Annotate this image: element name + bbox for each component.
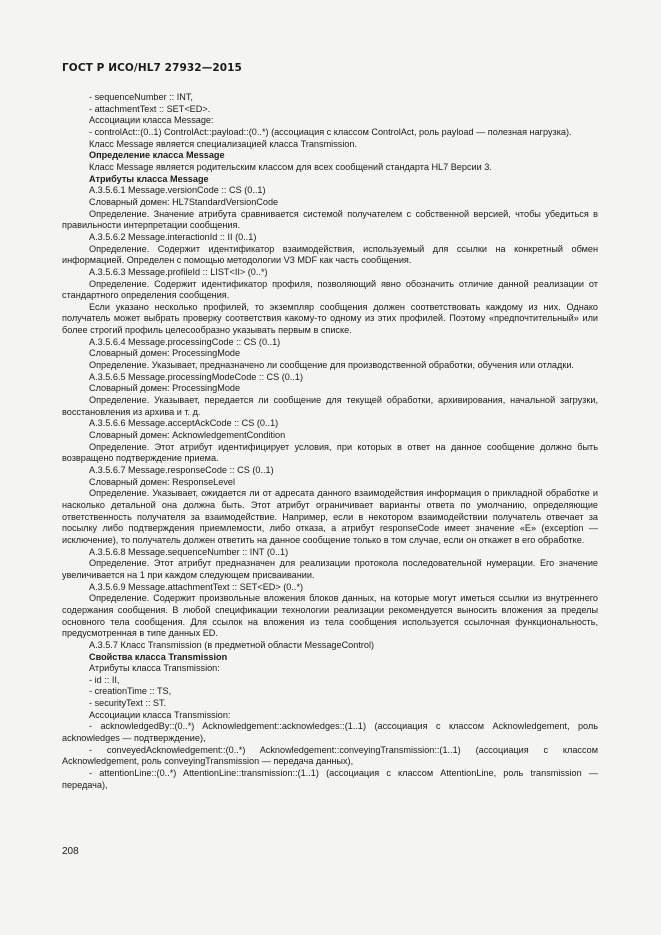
- paragraph: Словарный домен: HL7StandardVersionCode: [89, 196, 279, 207]
- list-item: - id :: II,: [89, 674, 120, 685]
- paragraph: Если указано несколько профилей, то экземпляр сообщения должен соответствовать каждому из них. Однако получатель может выбрать проверку соответствия какому-то одному из этих профилей. Поэтому «предпочтительный» или более строгий профиль целесообразно указывать первым в списке.: [62, 301, 598, 336]
- document-body: [62, 92, 598, 791]
- paragraph: Словарный домен: ProcessingMode: [89, 383, 241, 394]
- paragraph: Ассоциации класса Message:: [89, 115, 214, 126]
- section-heading: Свойства класса Transmission: [89, 651, 228, 662]
- clause-heading: A.3.5.6.9 Message.attachmentText :: SET<ED> (0..*): [89, 581, 304, 592]
- clause-heading: A.3.5.6.4 Message.processingCode :: CS (0..1): [89, 336, 281, 347]
- list-item: - acknowledgedBy::(0..*) Acknowledgement::acknowledges::(1..1) (ассоциация с классом Acknowledgement, роль acknowledges — подтверждение),: [62, 721, 598, 744]
- paragraph: Определение. Содержит идентификатор профиля, позволяющий явно обозначить отличие данной реализации от стандартного определения сообщения.: [62, 278, 598, 301]
- list-item: - sequenceNumber :: INT,: [89, 92, 193, 102]
- clause-heading: A.3.5.6.7 Message.responseCode :: CS (0..1): [89, 465, 274, 475]
- paragraph: Определение. Этот атрибут идентифицирует условия, при которых в ответ на данное сообщение должно быть возвращено подтверждение приема.: [62, 441, 598, 464]
- list-item: - attachmentText :: SET<ED>.: [89, 103, 211, 114]
- clause-heading: A.3.5.6.5 Message.processingModeCode :: CS (0..1): [89, 371, 304, 382]
- paragraph: Определение. Значение атрибута сравнивается системой получателем с собственной версией, чтобы убедиться в правильности интерпретации сообщения.: [62, 208, 598, 231]
- paragraph: Определение. Указывает, ожидается ли от адресата данного взаимодействия информация о прикладной обработке и насколько детальной она должна быть. Этот атрибут ограничивает варианты ответа по умолчанию, определяющие ответственность получателя за взаимодействие. Например, если в некотором взаимодействии получатель отвечает за посылку либо подтверждения приемлемости, либо отказа, а атрибут responseCode имеет значение «E» (exception — исключение), то получатель должен ответить на данное сообщение только в том случае, если он откажет в его обработке.: [62, 488, 598, 545]
- clause-heading: A.3.5.6.1 Message.versionCode :: CS (0..1): [89, 185, 266, 196]
- list-item: - securityText :: ST.: [89, 698, 167, 709]
- list-item: - creationTime :: TS,: [89, 686, 172, 697]
- paragraph: Словарный домен: AcknowledgementCondition: [89, 430, 286, 441]
- clause-heading: A.3.5.6.2 Message.interactionId :: II (0..1): [89, 231, 257, 242]
- paragraph: Атрибуты класса Transmission:: [89, 663, 220, 674]
- paragraph: Определение. Содержит идентификатор взаимодействия, используемый для ссылки на конкретный обмен информацией. Определен с помощью методологии V3 MDF как часть сообщения.: [62, 243, 598, 266]
- paragraph: Определение. Этот атрибут предназначен для реализации протокола последовательной нумерации. Его значение увеличивается на 1 при каждом следующем присваивании.: [62, 558, 598, 580]
- paragraph: Класс Message является специализацией класса Transmission.: [89, 138, 358, 149]
- section-heading: Атрибуты класса Message: [89, 173, 209, 184]
- clause-heading: A.3.5.6.3 Message.profileId :: LIST<II> (0..*): [89, 266, 268, 277]
- paragraph: Определение. Указывает, передается ли сообщение для текущей обработки, архивирования, начальной загрузки, восстановления из архива и т. д.: [62, 395, 598, 417]
- paragraph: Словарный домен: ResponseLevel: [89, 476, 235, 487]
- page-number: 208: [62, 846, 79, 857]
- document-header: ГОСТ Р ИСО/HL7 27932—2015: [62, 62, 242, 74]
- paragraph: Определение. Указывает, предназначено ли сообщение для производственной обработки, обучения или отладки.: [89, 360, 574, 371]
- paragraph: Ассоциации класса Transmission:: [89, 709, 231, 720]
- list-item: - conveyedAcknowledgement::(0..*) Acknowledgement::conveyingTransmission::(1..1) (ассоциация с классом Acknowledgement, роль conveyingTransmission — передача данных),: [62, 744, 598, 767]
- clause-heading: A.3.5.6.6 Message.acceptAckCode :: CS (0..1): [89, 418, 279, 429]
- section-heading: Определение класса Message: [89, 150, 225, 161]
- list-item: - attentionLine::(0..*) AttentionLine::transmission::(1..1) (ассоциация с классом AttentionLine, роль transmission — передача),: [62, 768, 598, 790]
- list-item: - controlAct::(0..1) ControlAct::payload::(0..*) (ассоциация с классом ControlAct, роль payload — полезная нагрузка).: [89, 126, 572, 137]
- paragraph: Определение. Содержит произвольные вложения блоков данных, на которые могут иметься ссылки из внутреннего содержания сообщения. В любой спецификации технологии реализации рекомендуется выносить вложения за пределы основного тела сообщения. Для ссылок на вложения из тела сообщения используется ссылочная функциональность, предусмотренная в типе данных ED.: [62, 593, 598, 639]
- paragraph: Класс Message является родительским классом для всех сообщений стандарта HL7 Версии 3.: [89, 161, 492, 172]
- clause-heading: A.3.5.6.8 Message.sequenceNumber :: INT (0..1): [89, 546, 289, 557]
- paragraph: Словарный домен: ProcessingMode: [89, 348, 241, 359]
- clause-heading: A.3.5.7 Класс Transmission (в предметной области MessageControl): [89, 639, 375, 650]
